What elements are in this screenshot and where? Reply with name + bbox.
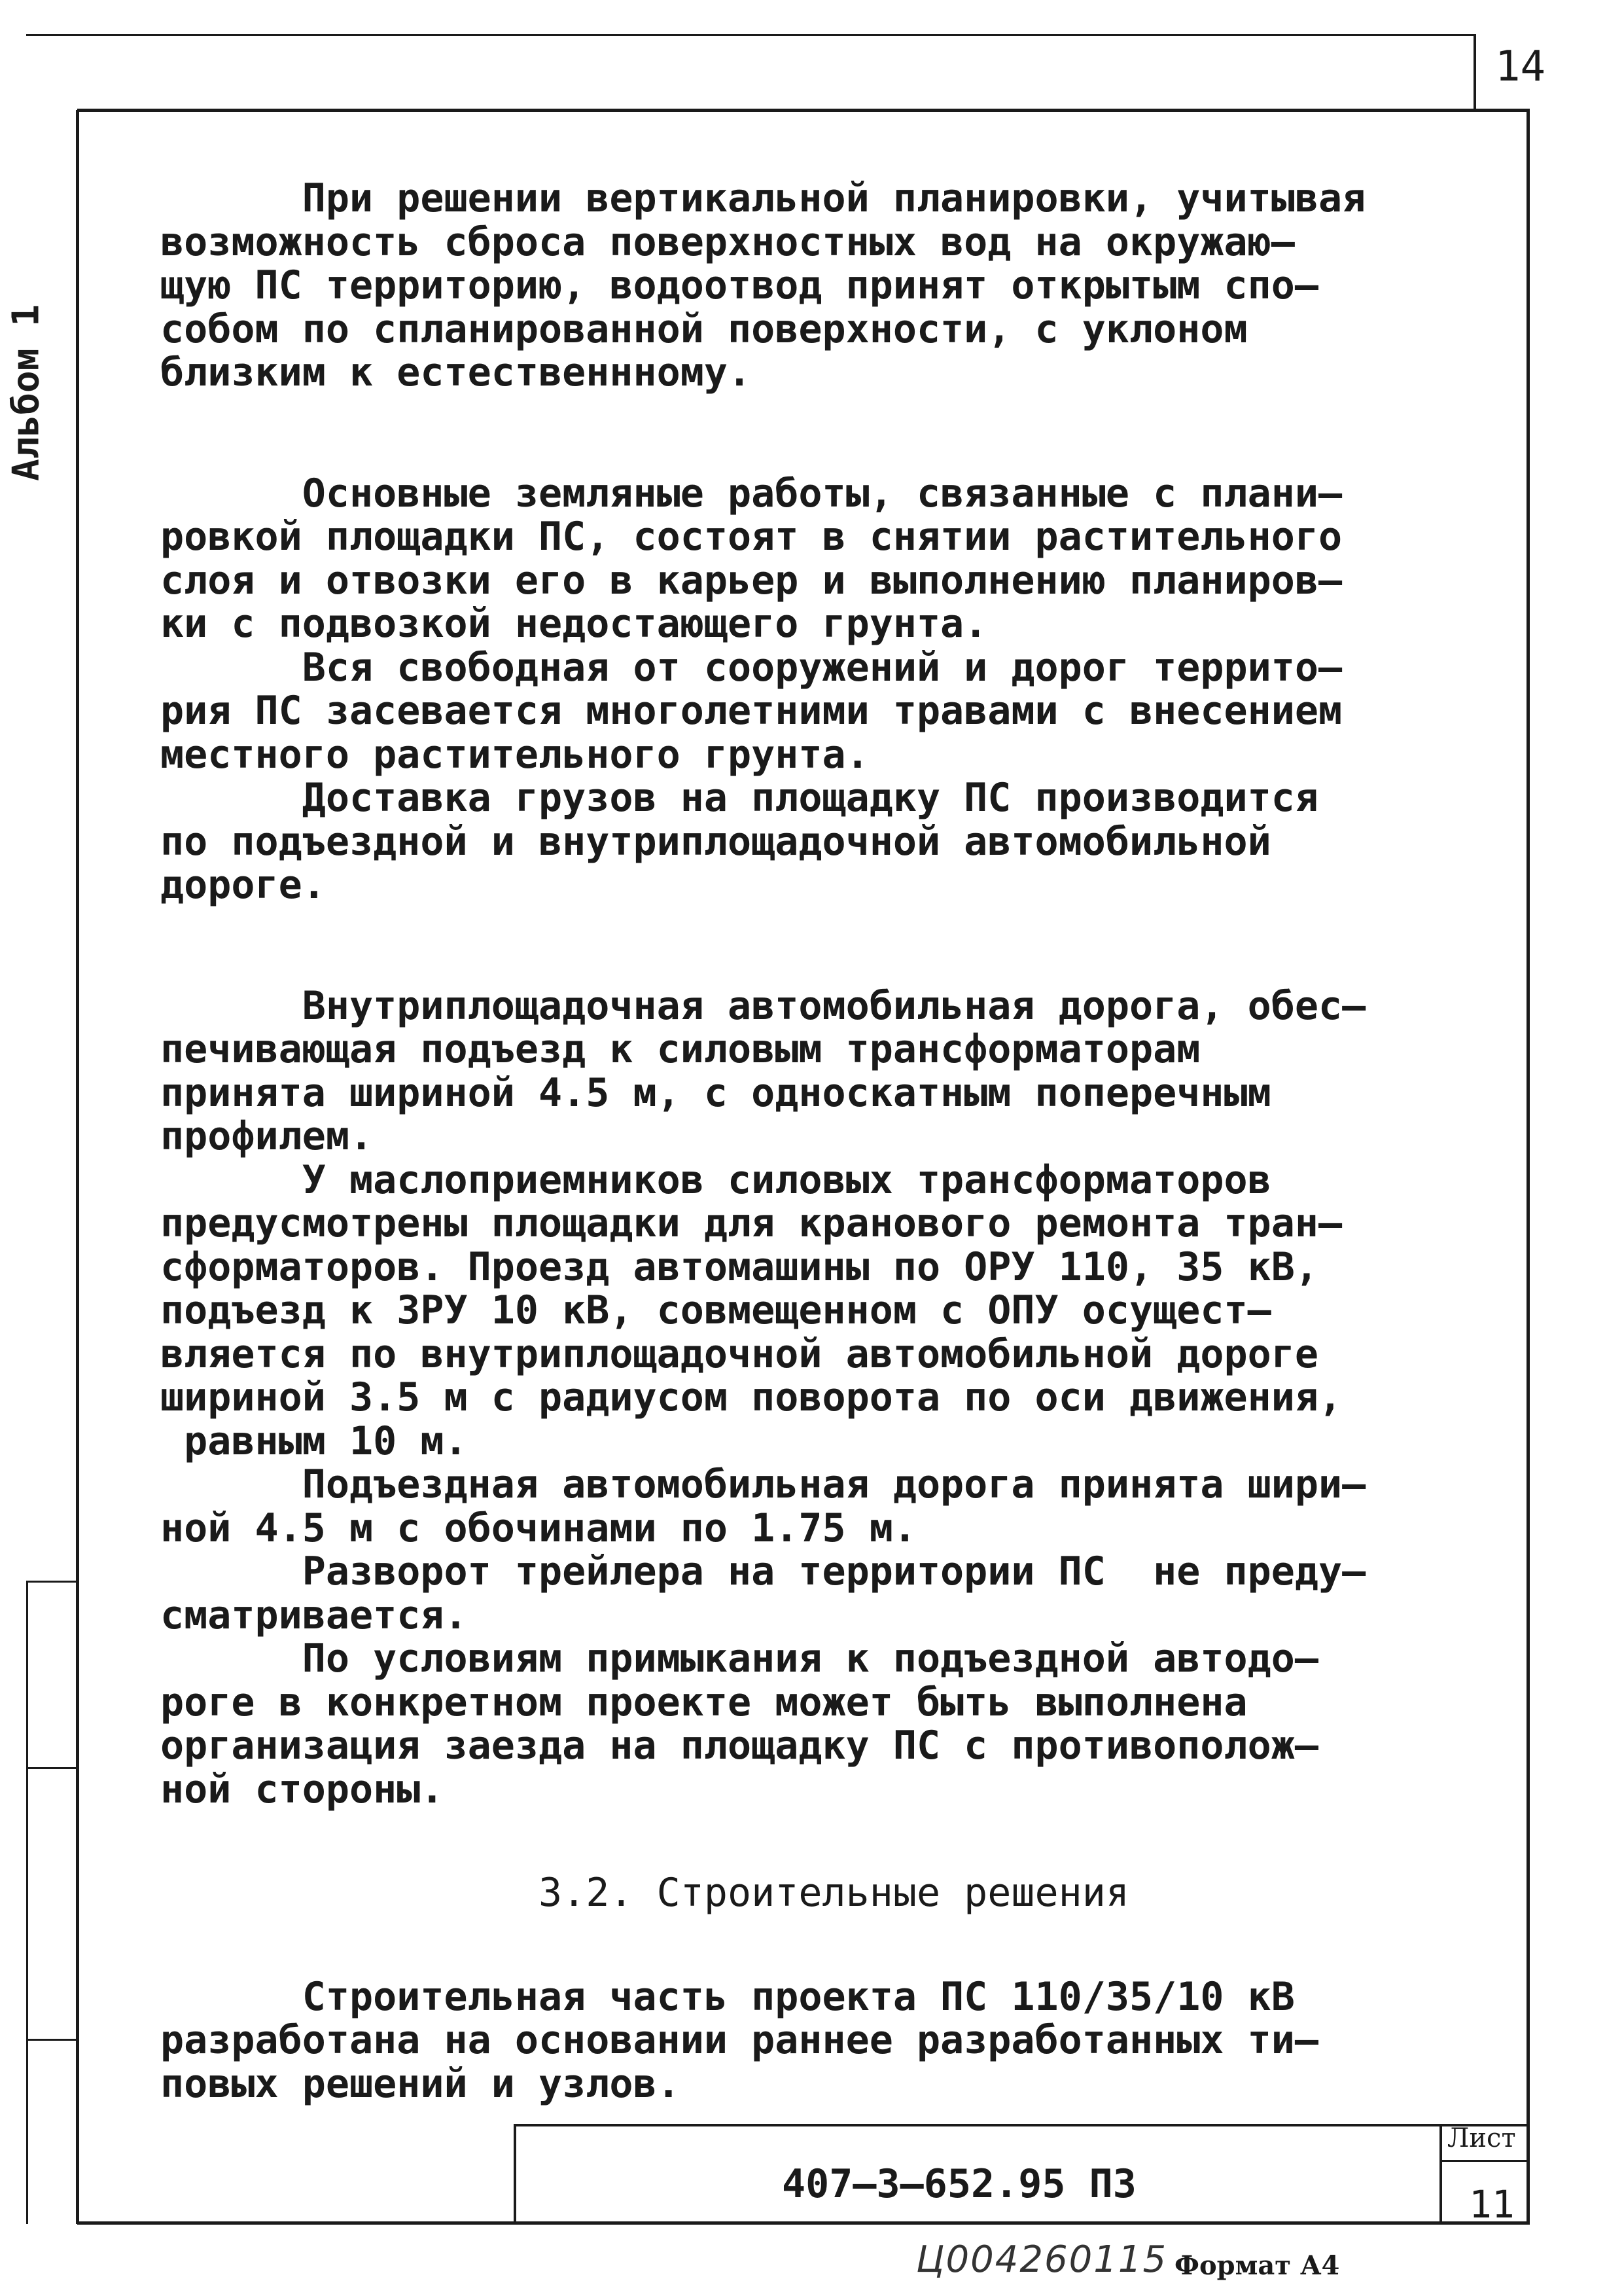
section-heading: 3.2. Строительные решения	[160, 1870, 1130, 1916]
text-line: Подъездная автомобильная дорога принята шири–	[160, 1462, 1366, 1507]
text-line: Разворот трейлера на территории ПС не преду–	[160, 1549, 1366, 1594]
text-line: ной стороны.	[160, 1766, 444, 1812]
binding-strip-inner-line	[26, 1581, 28, 2224]
text-line: шириной 3.5 м с радиусом поворота по оси движения,	[160, 1374, 1343, 1420]
body-text	[160, 177, 1528, 2106]
text-line: собом по спланированной поверхности, с уклоном	[160, 306, 1248, 352]
text-line: Внутриплощадочная автомобильная дорога, обес–	[160, 982, 1366, 1029]
text-line: подъезд к ЗРУ 10 кВ, совмещенном с ОПУ осущест–	[160, 1287, 1271, 1333]
text-line: По условиям примыкания к подъездной автодо–	[160, 1636, 1319, 1681]
text-line: При решении вертикальной планировки, учитывая	[160, 175, 1366, 221]
sheet-cell-left-border	[1439, 2124, 1442, 2223]
page-number: 14	[1495, 43, 1546, 91]
frame-top-border	[77, 109, 1530, 112]
text-line: У маслоприемников силовых трансформаторов	[160, 1157, 1271, 1203]
text-line: повых решений и узлов.	[160, 2060, 680, 2107]
text-line: Доставка грузов на площадку ПС производится	[160, 775, 1319, 821]
format-label: Формат А4	[1174, 2250, 1340, 2281]
text-line: Строительная часть проекта ПС 110/35/10 кВ	[160, 1973, 1295, 2020]
text-line: дороге.	[160, 862, 326, 908]
album-label: Альбом 1	[5, 304, 48, 481]
text-line: щую ПС территорию, водоотвод принят открытым спо–	[160, 262, 1319, 308]
text-line: разработана на основании раннее разработанных ти–	[160, 2017, 1319, 2063]
top-rule	[26, 34, 1475, 36]
text-line: рия ПС засевается многолетними травами с внесением	[160, 688, 1343, 734]
text-line: печивающая подъезд к силовым трансформаторам	[160, 1026, 1201, 1072]
text-line: профилем.	[160, 1113, 374, 1159]
text-line: возможность сброса поверхностных вод на окружаю–	[160, 219, 1295, 265]
text-line: близким к естественнному.	[160, 350, 752, 395]
text-line: ки с подвозкой недостающего грунта.	[160, 601, 988, 647]
title-block-left-border	[514, 2124, 516, 2223]
binding-strip-rule	[26, 2039, 77, 2041]
text-line: принята шириной 4.5 м, с односкатным поперечным	[160, 1069, 1271, 1116]
frame-left-border	[76, 110, 79, 2224]
text-line: организация заезда на площадку ПС с противополож–	[160, 1723, 1319, 1768]
sheet-cell-divider	[1439, 2160, 1530, 2162]
text-line: сматривается.	[160, 1592, 468, 1638]
text-line: вляется по внутриплощадочной автомобильной дороге	[160, 1331, 1319, 1377]
binding-strip-rule	[26, 1581, 77, 1583]
sheet-label: Лист	[1447, 2123, 1516, 2153]
text-line: ной 4.5 м с обочинами по 1.75 м.	[160, 1505, 917, 1551]
text-line: слоя и отвозки его в карьер и выполнению планиров–	[160, 557, 1343, 603]
sheet-number: 11	[1469, 2182, 1515, 2227]
text-line: по подъездной и внутриплощадочной автомобильной	[160, 818, 1271, 865]
frame-bottom-border	[77, 2221, 1530, 2225]
text-line: Вся свободная от сооружений и дорог террито–	[160, 644, 1343, 691]
inventory-number: Ц004260115	[916, 2238, 1168, 2281]
text-line: сформаторов. Проезд автомашины по ОРУ 110, 35 кВ,	[160, 1244, 1319, 1290]
page-number-box-left-border	[1474, 34, 1476, 110]
title-block-top-border	[514, 2124, 1530, 2126]
text-line: Основные земляные работы, связанные с плани–	[160, 470, 1343, 516]
document-code: 407–3–652.95 ПЗ	[782, 2161, 1137, 2207]
binding-strip-rule	[26, 1767, 77, 1769]
text-line: равным 10 м.	[160, 1418, 468, 1464]
text-line: ровкой площадки ПС, состоят в снятии растительного	[160, 514, 1343, 560]
text-line: местного растительного грунта.	[160, 731, 870, 778]
text-line: роге в конкретном проекте может быть выполнена	[160, 1679, 1248, 1725]
text-line: предусмотрены площадки для кранового ремонта тран–	[160, 1200, 1343, 1246]
